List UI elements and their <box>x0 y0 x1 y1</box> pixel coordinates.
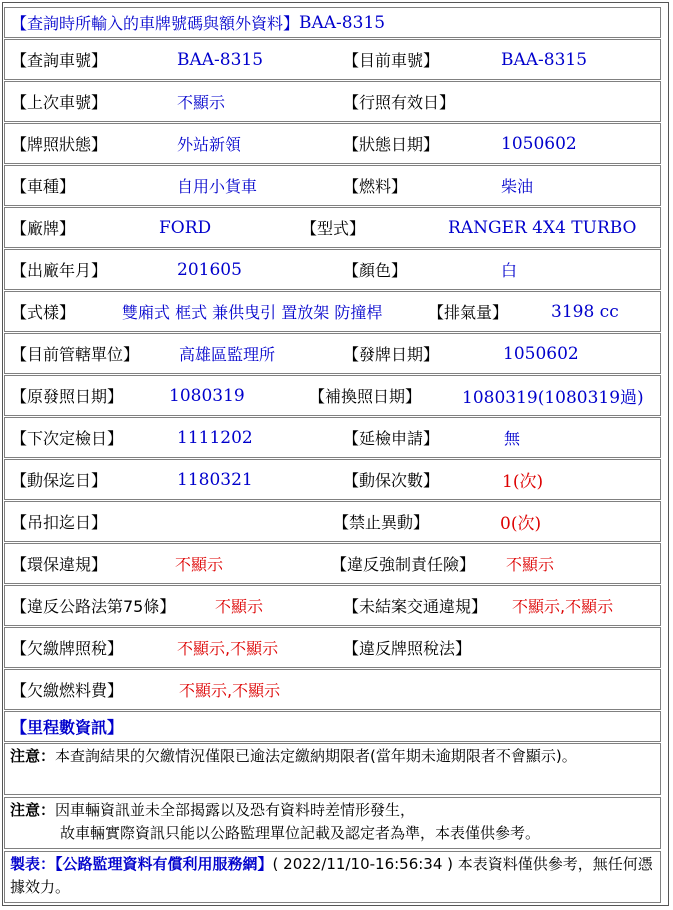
field-label: 【發牌日期】 <box>343 345 440 364</box>
field-label: 【查詢車號】 <box>11 51 108 70</box>
note-disclaimer <box>4 797 661 849</box>
info-row <box>4 207 661 248</box>
field-label: 【原發照日期】 <box>11 387 124 406</box>
info-row <box>4 585 661 626</box>
field-value: RANGER 4X4 TURBO <box>448 217 637 238</box>
field-value: 外站新領 <box>177 135 242 154</box>
field-value: 不顯示 <box>215 597 264 616</box>
info-row <box>4 291 661 332</box>
field-label: 【環保違規】 <box>11 555 108 574</box>
field-value: 1050602 <box>501 133 577 154</box>
field-label: 【欠繳燃料費】 <box>11 681 124 700</box>
footer-text: ( 2022/11/10-16:56:34 ) 本表資料僅供參考，無任何憑據效力。 <box>10 855 653 896</box>
field-value: BAA-8315 <box>501 49 588 70</box>
field-label: 【顏色】 <box>343 261 408 280</box>
footer-source: 【公路監理資料有償利用服務網】 <box>55 855 273 873</box>
field-label: 【欠繳牌照稅】 <box>11 639 124 658</box>
info-row <box>4 417 661 458</box>
field-value: 不顯示,不顯示 <box>177 639 279 658</box>
field-label: 【出廠年月】 <box>11 261 108 280</box>
note-overdue <box>4 743 661 795</box>
query-title: 【查詢時所輸入的車牌號碼與額外資料】 <box>11 14 300 33</box>
field-label: 【目前管轄單位】 <box>11 345 140 364</box>
query-plate: BAA-8315 <box>299 12 386 33</box>
field-value: BAA-8315 <box>177 49 264 70</box>
note-label: 注意： <box>10 747 56 765</box>
field-label: 【式樣】 <box>11 303 76 322</box>
info-row <box>4 81 661 122</box>
info-row <box>4 669 661 710</box>
field-label: 【動保次數】 <box>343 471 440 490</box>
info-row <box>4 627 661 668</box>
field-label: 【排氣量】 <box>428 303 509 322</box>
info-row <box>4 501 661 542</box>
field-label: 【違反牌照稅法】 <box>343 639 472 658</box>
field-value: 柴油 <box>501 177 534 196</box>
footer-label: 製表： <box>10 855 56 873</box>
field-label: 【型式】 <box>301 219 366 238</box>
field-value: 1050602 <box>503 343 579 364</box>
field-value: 1080319(1080319過) <box>462 388 644 408</box>
field-label: 【行照有效日】 <box>343 93 456 112</box>
field-value: 白 <box>501 261 518 280</box>
field-label: 【禁止異動】 <box>333 513 430 532</box>
info-row <box>4 375 661 416</box>
field-label: 【下次定檢日】 <box>11 429 124 448</box>
field-label: 【廠牌】 <box>11 219 76 238</box>
field-label: 【吊扣迄日】 <box>11 513 108 532</box>
field-value: 1(次) <box>502 472 544 492</box>
note-line-1: 因車輛資訊並未全部揭露以及恐有資料時差情形發生， <box>55 801 416 819</box>
field-value: 不顯示,不顯示 <box>512 597 614 616</box>
field-label: 【燃料】 <box>343 177 408 196</box>
info-row <box>4 249 661 290</box>
field-label: 【未結案交通違規】 <box>343 597 488 616</box>
info-row <box>4 165 661 206</box>
mileage-title-row <box>4 711 661 742</box>
field-label: 【補換照日期】 <box>309 387 422 406</box>
field-label: 【牌照狀態】 <box>11 135 108 154</box>
field-value: 201605 <box>177 259 242 280</box>
field-value: 高雄區監理所 <box>179 345 276 364</box>
field-value: 不顯示 <box>177 93 226 112</box>
info-row <box>4 543 661 584</box>
field-value: FORD <box>159 217 212 238</box>
info-row <box>4 123 661 164</box>
info-row <box>4 459 661 500</box>
info-row <box>4 333 661 374</box>
report-footer <box>4 851 661 903</box>
field-label: 【動保迄日】 <box>11 471 108 490</box>
field-label: 【上次車號】 <box>11 93 108 112</box>
field-label: 【狀態日期】 <box>343 135 440 154</box>
field-value: 雙廂式 框式 兼供曳引 置放架 防撞桿 <box>122 303 383 322</box>
field-value: 不顯示 <box>506 555 555 574</box>
note-line-2: 故車輛實際資訊只能以公路監理單位記載及認定者為準，本表僅供參考。 <box>60 824 541 842</box>
field-value: 自用小貨車 <box>177 177 258 196</box>
mileage-title: 【里程數資訊】 <box>11 718 124 737</box>
field-value: 1180321 <box>177 469 253 490</box>
info-row <box>4 39 661 80</box>
query-title-row <box>4 7 661 38</box>
field-label: 【延檢申請】 <box>343 429 440 448</box>
field-value: 1111202 <box>177 427 253 448</box>
field-label: 【違反公路法第75條】 <box>11 597 176 616</box>
field-label: 【車種】 <box>11 177 76 196</box>
note-label: 注意： <box>10 801 56 819</box>
field-value: 無 <box>504 429 521 448</box>
field-value: 3198 cc <box>551 301 619 322</box>
field-label: 【違反強制責任險】 <box>331 555 476 574</box>
field-value: 不顯示,不顯示 <box>179 681 281 700</box>
field-value: 1080319 <box>169 385 245 406</box>
note-text: 本查詢結果的欠繳情況僅限已逾法定繳納期限者(當年期未逾期限者不會顯示)。 <box>55 747 577 765</box>
field-label: 【目前車號】 <box>343 51 440 70</box>
field-value: 0(次) <box>500 514 542 534</box>
field-value: 不顯示 <box>175 555 224 574</box>
